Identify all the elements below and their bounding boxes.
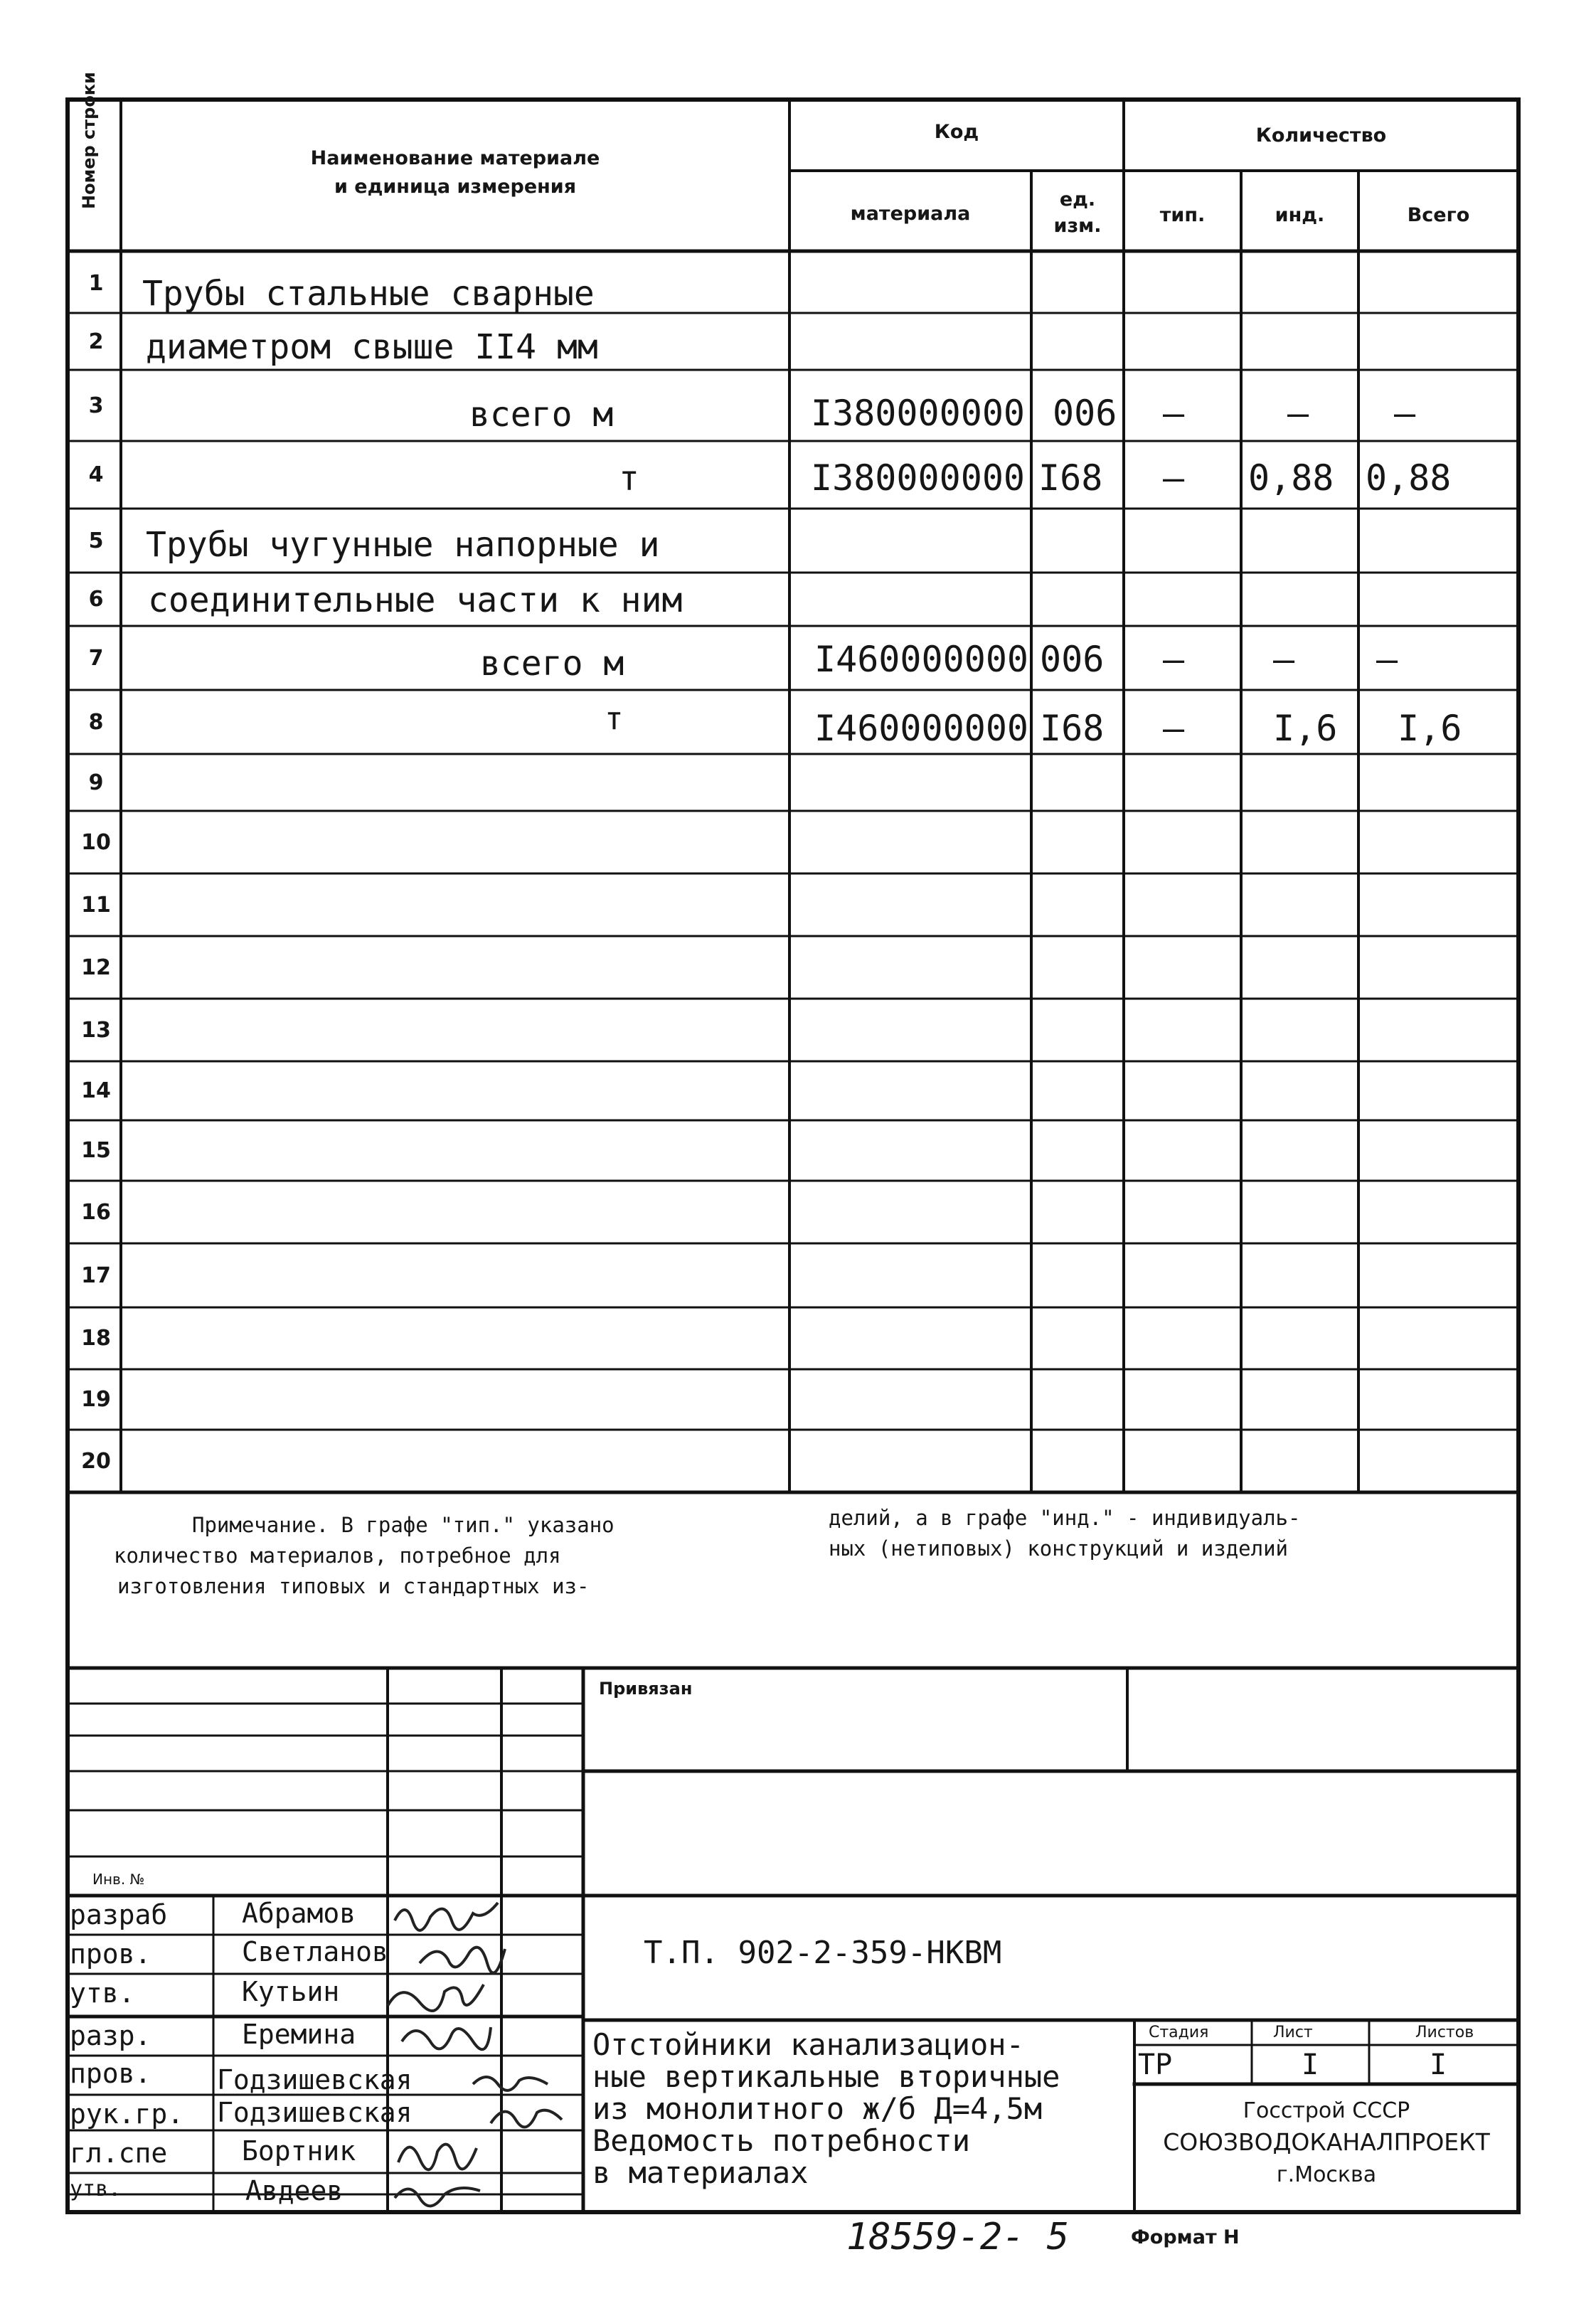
signer-role: утв. [70, 1977, 135, 2009]
signer-name: Кутьин [242, 1976, 340, 2007]
row-number: 8 [88, 710, 104, 735]
qty-total: 0,88 [1366, 457, 1452, 499]
sheet-value: I [1302, 2049, 1319, 2081]
row-number: 10 [81, 830, 111, 855]
row-number-header: Номер строки [79, 72, 99, 209]
row-number: 18 [81, 1326, 111, 1351]
row-number: 11 [81, 893, 111, 918]
row-number: 15 [81, 1138, 111, 1163]
qty-ind: – [1287, 393, 1309, 434]
organization-line: СОЮЗВОДОКАНАЛПРОЕКТ [1163, 2128, 1490, 2156]
qty-ind: I,6 [1273, 708, 1338, 749]
qty-typ: – [1163, 457, 1185, 499]
signer-name: Авдеев [245, 2175, 344, 2206]
title-line: в материалах [592, 2155, 809, 2190]
note-line: Примечание. В графе "тип." указано [192, 1513, 615, 1537]
unit-code: I68 [1038, 457, 1103, 499]
signature-5 [473, 2077, 548, 2090]
row-number: 19 [81, 1387, 111, 1412]
signer-role: пров. [70, 1938, 151, 1970]
qty-total: I,6 [1398, 708, 1462, 749]
title-line: ные вертикальные вторичные [592, 2059, 1060, 2094]
material-name: всего м [480, 644, 624, 684]
signer-name: Годзишевская [217, 2097, 413, 2128]
signatures [388, 1903, 562, 2206]
row-number: 6 [88, 587, 104, 612]
material-name: соединительные части к ним [148, 580, 683, 620]
material-code: I460000000 [814, 708, 1029, 749]
quantity-header: Количество [1255, 124, 1387, 147]
material-name: т [605, 701, 624, 737]
unit-code: I68 [1040, 708, 1105, 749]
title-line: из монолитного ж/б Д=4,5м [592, 2091, 1043, 2126]
sheets-label: Листов [1415, 2024, 1474, 2041]
signer-name: Годзишевская [217, 2064, 413, 2095]
format-label: Формат Н [1131, 2226, 1240, 2248]
signer-name: Абрамов [242, 1898, 356, 1929]
row-number: 4 [88, 462, 104, 487]
code-header: Код [934, 121, 979, 143]
row-number: 5 [88, 528, 104, 553]
note-line: ных (нетиповых) конструкций и изделий [829, 1536, 1289, 1561]
unit-header-line1: ед. [1059, 188, 1096, 211]
row-number: 13 [81, 1018, 111, 1043]
row-number: 3 [88, 393, 104, 418]
note-line: изготовления типовых и стандартных из- [117, 1574, 590, 1598]
material-name: Трубы чугунные напорные и [146, 525, 660, 565]
title-line: Ведомость потребности [592, 2123, 971, 2158]
signature-8 [395, 2188, 480, 2206]
sheets-value: I [1430, 2049, 1447, 2081]
row-number: 2 [88, 329, 104, 354]
material-code: I460000000 [814, 639, 1029, 680]
signer-role: утв. [70, 2177, 122, 2201]
note-line: делий, а в графе "инд." - индивидуаль- [829, 1506, 1301, 1530]
signer-role: рук.гр. [70, 2098, 184, 2130]
row-number: 17 [81, 1263, 111, 1288]
signer-role: пров. [70, 2058, 151, 2089]
qty-total: – [1376, 639, 1398, 680]
material-name-header-line2: и единица измерения [334, 176, 577, 198]
material-code: I380000000 [811, 457, 1026, 499]
qty-ind: – [1273, 639, 1295, 680]
archive-number: 18559-2- 5 [846, 2216, 1070, 2258]
signature-7 [398, 2145, 477, 2170]
qty-typ: – [1163, 639, 1185, 680]
unit-header-line2: изм. [1053, 215, 1102, 237]
qty-total: – [1394, 393, 1416, 434]
material-name: Трубы стальные сварные [142, 274, 595, 314]
material-name: диаметром свыше II4 мм [146, 327, 598, 367]
sheet-label: Лист [1273, 2024, 1313, 2041]
row-number: 1 [88, 271, 104, 296]
qty-typ: – [1163, 708, 1185, 749]
total-header: Всего [1407, 204, 1470, 226]
document-code: Т.П. 902-2-359-НКВМ [644, 1935, 1002, 1971]
row-number: 20 [81, 1449, 111, 1474]
row-number: 14 [81, 1078, 111, 1103]
signature-4 [402, 2027, 491, 2049]
organization-line: г.Москва [1276, 2162, 1377, 2187]
row-number: 7 [88, 646, 104, 671]
signer-name: Светланов [242, 1936, 388, 1967]
signer-role: гл.спе [70, 2137, 168, 2169]
signer-role: разраб [70, 1899, 168, 1930]
stage-value: ТР [1138, 2049, 1173, 2081]
material-name: всего м [469, 395, 614, 435]
organization-line: Госстрой СССР [1243, 2098, 1410, 2123]
signer-role: разр. [70, 2020, 151, 2051]
unit-code: 006 [1053, 393, 1117, 434]
signature-2 [420, 1948, 505, 1973]
typ-header: тип. [1159, 204, 1206, 226]
signer-name: Бортник [242, 2135, 356, 2167]
row-number: 12 [81, 955, 111, 980]
note-line: количество материалов, потребное для [114, 1544, 561, 1568]
qty-typ: – [1163, 393, 1185, 434]
qty-ind: 0,88 [1248, 457, 1334, 499]
signature-3 [388, 1985, 484, 2011]
material-code-header: материала [850, 203, 971, 225]
row-number: 9 [88, 770, 104, 795]
unit-code: 006 [1040, 639, 1105, 680]
material-name: т [619, 459, 639, 499]
signature-1 [395, 1903, 498, 1930]
stage-label: Стадия [1149, 2024, 1209, 2041]
inventory-number-label: Инв. № [92, 1871, 145, 1888]
material-name-header-line1: Наименование материале [310, 147, 600, 169]
ind-header: инд. [1275, 204, 1325, 226]
title-line: Отстойники канализацион- [592, 2027, 1024, 2062]
bound-label: Привязан [599, 1679, 693, 1699]
material-code: I380000000 [811, 393, 1026, 434]
signer-name: Еремина [242, 2019, 356, 2050]
row-number: 16 [81, 1200, 111, 1225]
